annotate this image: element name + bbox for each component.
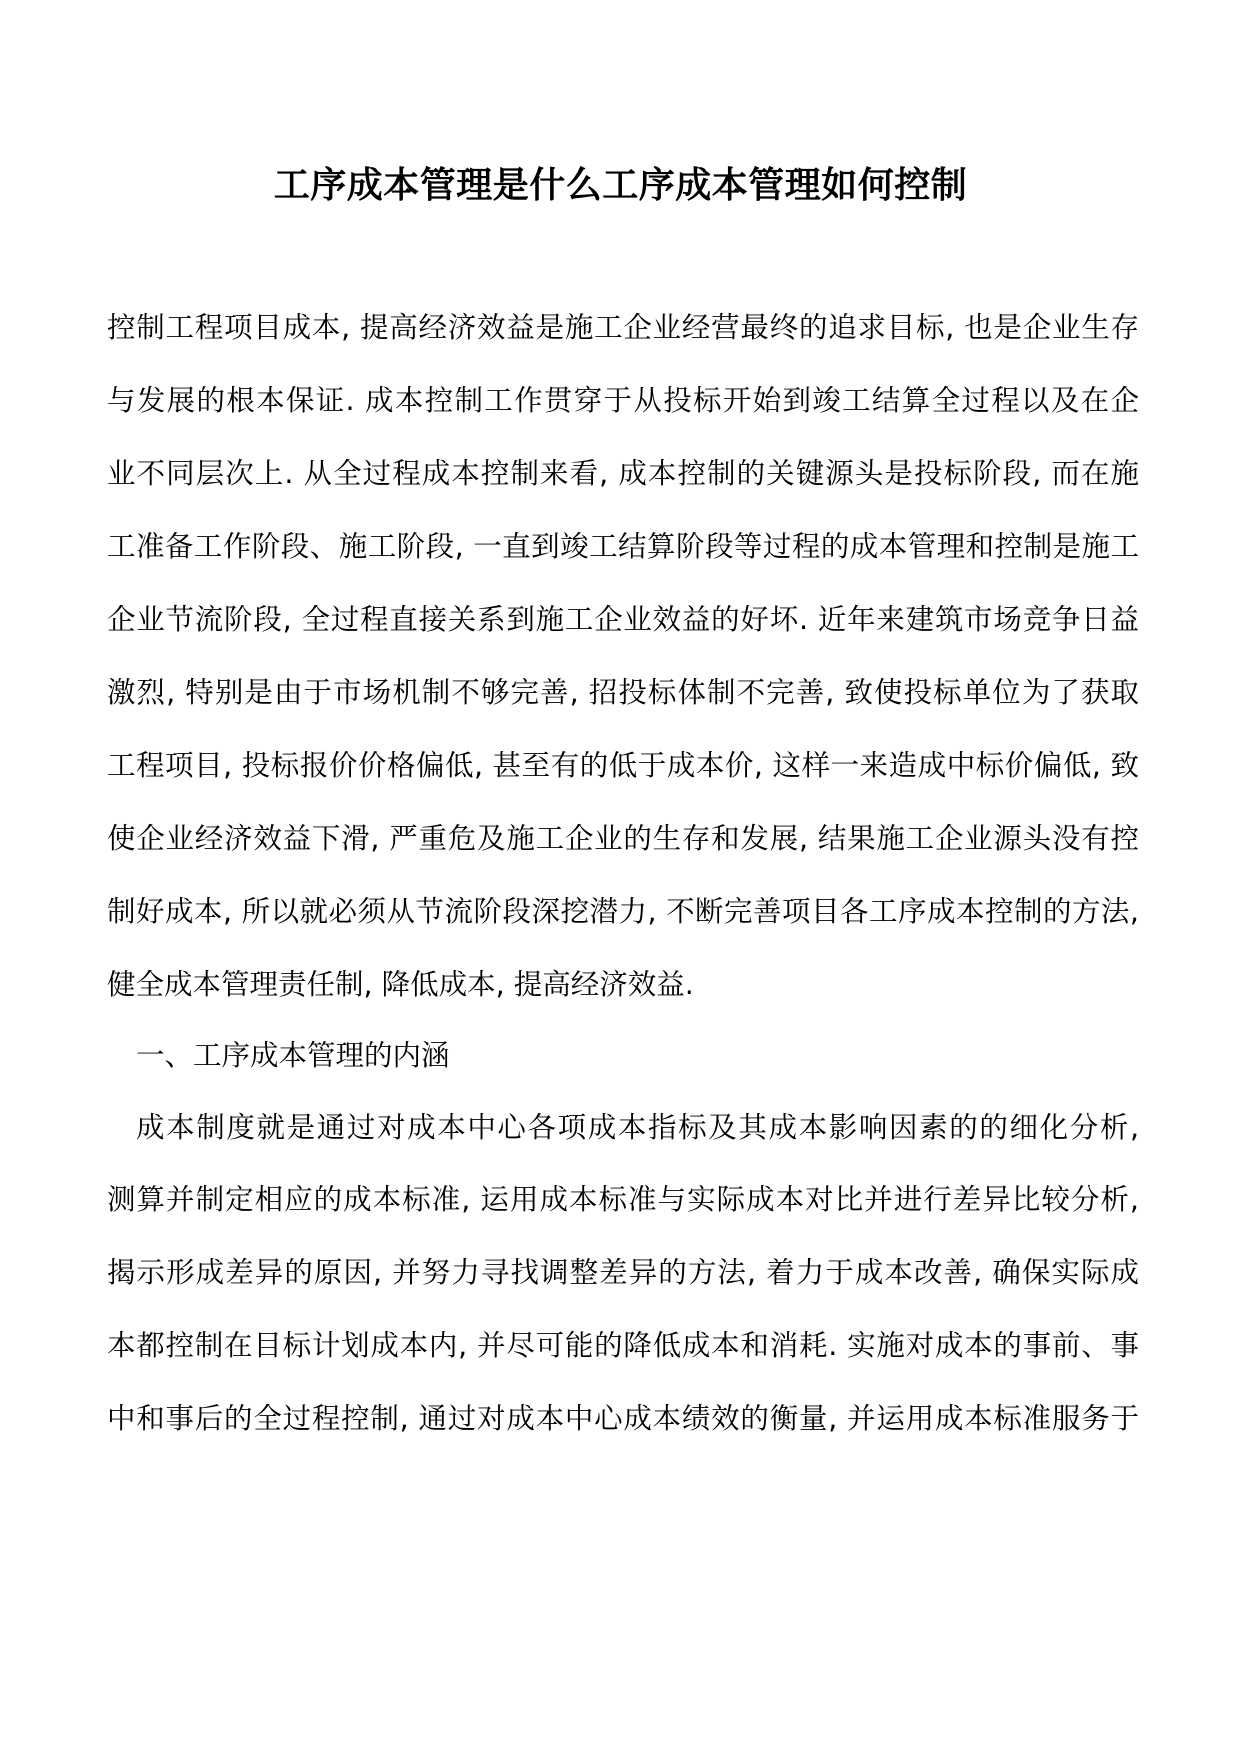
paragraph-line: 使企业经济效益下滑, 严重危及施工企业的生存和发展, 结果施工企业源头没有控 bbox=[107, 822, 1139, 855]
paragraph-line: 中和事后的全过程控制, 通过对成本中心成本绩效的衡量, 并运用成本标准服务于 bbox=[107, 1402, 1139, 1435]
paragraph-line: 制好成本, 所以就必须从节流阶段深挖潜力, 不断完善项目各工序成本控制的方法, bbox=[107, 895, 1139, 928]
paragraph-line: 本都控制在目标计划成本内, 并尽可能的降低成本和消耗. 实施对成本的事前、事 bbox=[107, 1329, 1139, 1362]
paragraph-line: 揭示形成差异的原因, 并努力寻找调整差异的方法, 着力于成本改善, 确保实际成 bbox=[107, 1256, 1139, 1289]
paragraph-line: 业不同层次上. 从全过程成本控制来看, 成本控制的关键源头是投标阶段, 而在施 bbox=[107, 457, 1139, 490]
paragraph-line: 企业节流阶段, 全过程直接关系到施工企业效益的好坏. 近年来建筑市场竞争日益 bbox=[107, 603, 1139, 636]
paragraph-line: 工程项目, 投标报价价格偏低, 甚至有的低于成本价, 这样一来造成中标价偏低, 致 bbox=[107, 749, 1139, 782]
paragraph-line: 工准备工作阶段、施工阶段, 一直到竣工结算阶段等过程的成本管理和控制是施工 bbox=[107, 530, 1139, 563]
paragraph-line: 测算并制定相应的成本标准, 运用成本标准与实际成本对比并进行差异比较分析, bbox=[107, 1183, 1139, 1216]
paragraph-line: 控制工程项目成本, 提高经济效益是施工企业经营最终的追求目标, 也是企业生存 bbox=[107, 311, 1139, 344]
paragraph-line: 成本制度就是通过对成本中心各项成本指标及其成本影响因素的的细化分析, bbox=[136, 1111, 1139, 1144]
paragraph-line: 与发展的根本保证. 成本控制工作贯穿于从投标开始到竣工结算全过程以及在企 bbox=[107, 384, 1139, 417]
section-heading: 一、工序成本管理的内涵 bbox=[136, 1039, 450, 1072]
paragraph-line: 健全成本管理责任制, 降低成本, 提高经济效益. bbox=[107, 968, 694, 1001]
document-title: 工序成本管理是什么工序成本管理如何控制 bbox=[273, 164, 968, 206]
paragraph-line: 激烈, 特别是由于市场机制不够完善, 招投标体制不完善, 致使投标单位为了获取 bbox=[107, 676, 1139, 709]
